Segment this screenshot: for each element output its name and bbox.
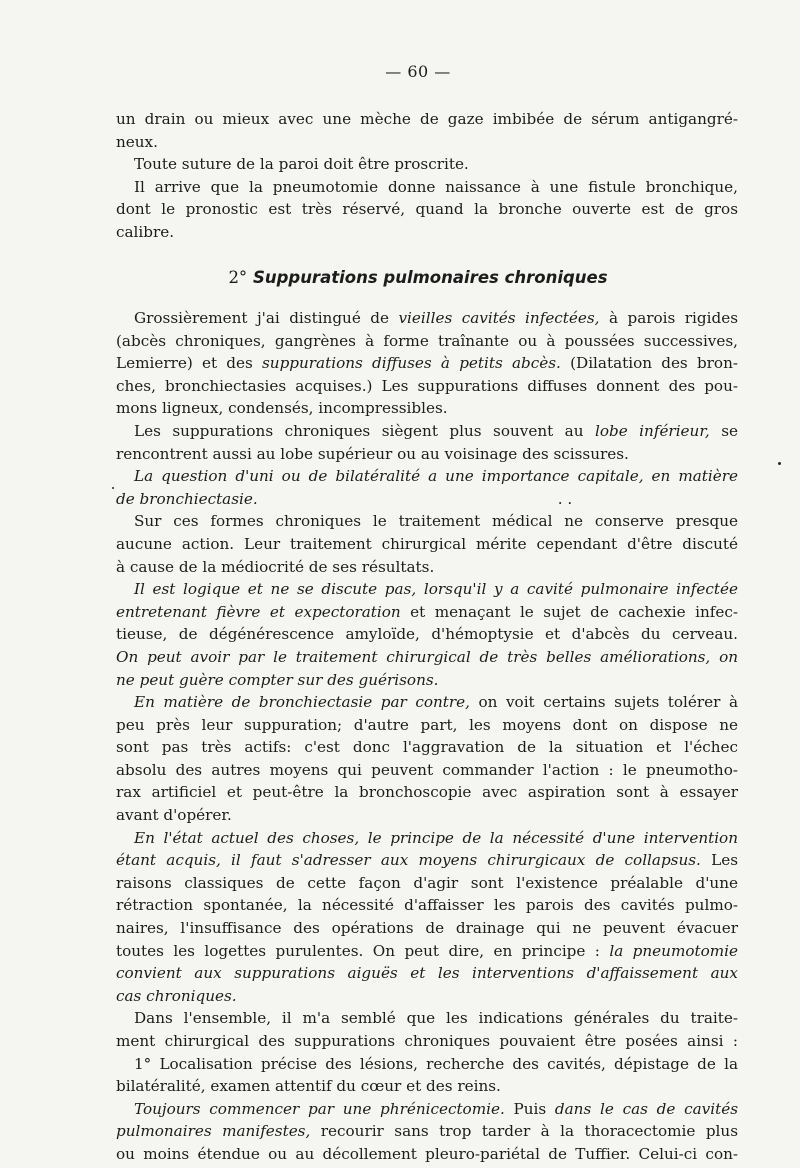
text-line: rencontrent aussi au lobe supérieur ou au voisinage des scissures.	[116, 444, 629, 463]
text-line: un drain ou mieux avec une mèche de gaze imbibée de sérum antigangré-	[116, 110, 738, 128]
text-line: ou moins étendue ou au décollement pleuro-pariétal de Tuffier. Celui-ci con-	[116, 1144, 738, 1163]
section-heading	[0, 268, 800, 287]
text-line: neux.	[116, 132, 158, 151]
text-line: Toujours commencer par une phrénicectomie. Puis dans le cas de cavités	[134, 1099, 738, 1118]
text-line: absolu des autres moyens qui peuvent commander l'action : le pneumotho-	[116, 760, 738, 779]
text-line: aucune action. Leur traitement chirurgical mérite cependant d'être discuté	[116, 534, 738, 553]
text-line: toutes les logettes purulentes. On peut dire, en principe : la pneumotomie	[116, 941, 738, 960]
page-number: — 60 —	[385, 62, 451, 81]
text-line: En matière de bronchiectasie par contre, on voit certains sujets tolérer à	[134, 693, 739, 712]
text-line: cas chroniques.	[116, 986, 237, 1005]
text-line: Il est logique et ne se discute pas, lorsqu'il y a cavité pulmonaire infectée	[134, 580, 738, 599]
text-line: avant d'opérer.	[116, 806, 232, 825]
text-line: Il arrive que la pneumotomie donne naissance à une fistule bronchique,	[134, 177, 738, 196]
text-line: raisons classiques de cette façon d'agir sont l'existence préalable d'une	[116, 873, 738, 892]
text-line: bilatéralité, examen attentif du cœur et des reins.	[116, 1077, 501, 1096]
text-line: ment chirurgical des suppurations chroniques pouvaient être posées ainsi :	[116, 1032, 738, 1050]
text-line: de bronchiectasie. . .	[116, 489, 573, 508]
section-number: 2°	[228, 268, 248, 287]
text-line: La question d'uni ou de bilatéralité a une importance capitale, en matière	[134, 467, 738, 486]
text-line: naires, l'insuffisance des opérations de drainage qui ne peuvent évacuer	[116, 919, 738, 938]
scan-speck	[112, 487, 114, 489]
text-line: Dans l'ensemble, il m'a semblé que les indications générales du traite-	[134, 1009, 738, 1028]
text-line: rétraction spontanée, la nécessité d'affaisser les parois des cavités pulmo-	[116, 896, 738, 915]
scan-speck	[778, 462, 781, 465]
text-line: à cause de la médiocrité de ses résultats.	[116, 557, 435, 576]
text-line: calibre.	[116, 222, 175, 241]
text-line: peu près leur suppuration; d'autre part, les moyens dont on dispose ne	[116, 715, 738, 734]
text-line: tieuse, de dégénérescence amyloïde, d'hémoptysie et d'abcès du cerveau.	[116, 625, 738, 644]
text-line: On peut avoir par le traitement chirurgical de très belles améliorations, on	[116, 647, 738, 666]
section-title: Suppurations pulmonaires chroniques	[252, 268, 608, 287]
text-line: rax artificiel et peut-être la bronchoscopie avec aspiration sont à essayer	[116, 783, 738, 802]
text-line: 1° Localisation précise des lésions, recherche des cavités, dépistage de la	[134, 1054, 738, 1073]
text-line: convient aux suppurations aiguës et les interventions d'affaissement aux	[116, 964, 738, 983]
text-line: sont pas très actifs: c'est donc l'aggravation de la situation et l'échec	[116, 738, 738, 757]
text-line: Sur ces formes chroniques le traitement médical ne conserve presque	[134, 512, 738, 531]
top-paragraphs	[116, 108, 738, 244]
text-line: pulmonaires manifestes, recourir sans trop tarder à la thoracectomie plus	[116, 1122, 738, 1141]
body-text	[116, 307, 738, 1166]
text-line: ne peut guère compter sur des guérisons.	[116, 670, 439, 689]
text-line: Grossièrement j'ai distingué de vieilles cavités infectées, à parois rigides	[134, 309, 738, 327]
text-line: ches, bronchiectasies acquises.) Les suppurations diffuses donnent des pou-	[116, 376, 738, 395]
text-line: (abcès chroniques, gangrènes à forme traînante ou à poussées successives,	[116, 331, 738, 350]
text-line: entretenant fièvre et expectoration et menaçant le sujet de cachexie infec-	[116, 602, 738, 621]
text-line: étant acquis, il faut s'adresser aux moyens chirurgicaux de collapsus. Les	[116, 851, 738, 870]
text-line: mons ligneux, condensés, incompressibles.	[116, 399, 448, 418]
text-line: Les suppurations chroniques siègent plus souvent au lobe inférieur, se	[134, 421, 739, 440]
text-line: dont le pronostic est très réservé, quand la bronche ouverte est de gros	[116, 200, 738, 219]
text-line: Toute suture de la paroi doit être proscrite.	[134, 155, 469, 174]
text-line: Lemierre) et des suppurations diffuses à petits abcès. (Dilatation des bron-	[116, 354, 738, 373]
text-line: En l'état actuel des choses, le principe de la nécessité d'une intervention	[134, 828, 738, 847]
